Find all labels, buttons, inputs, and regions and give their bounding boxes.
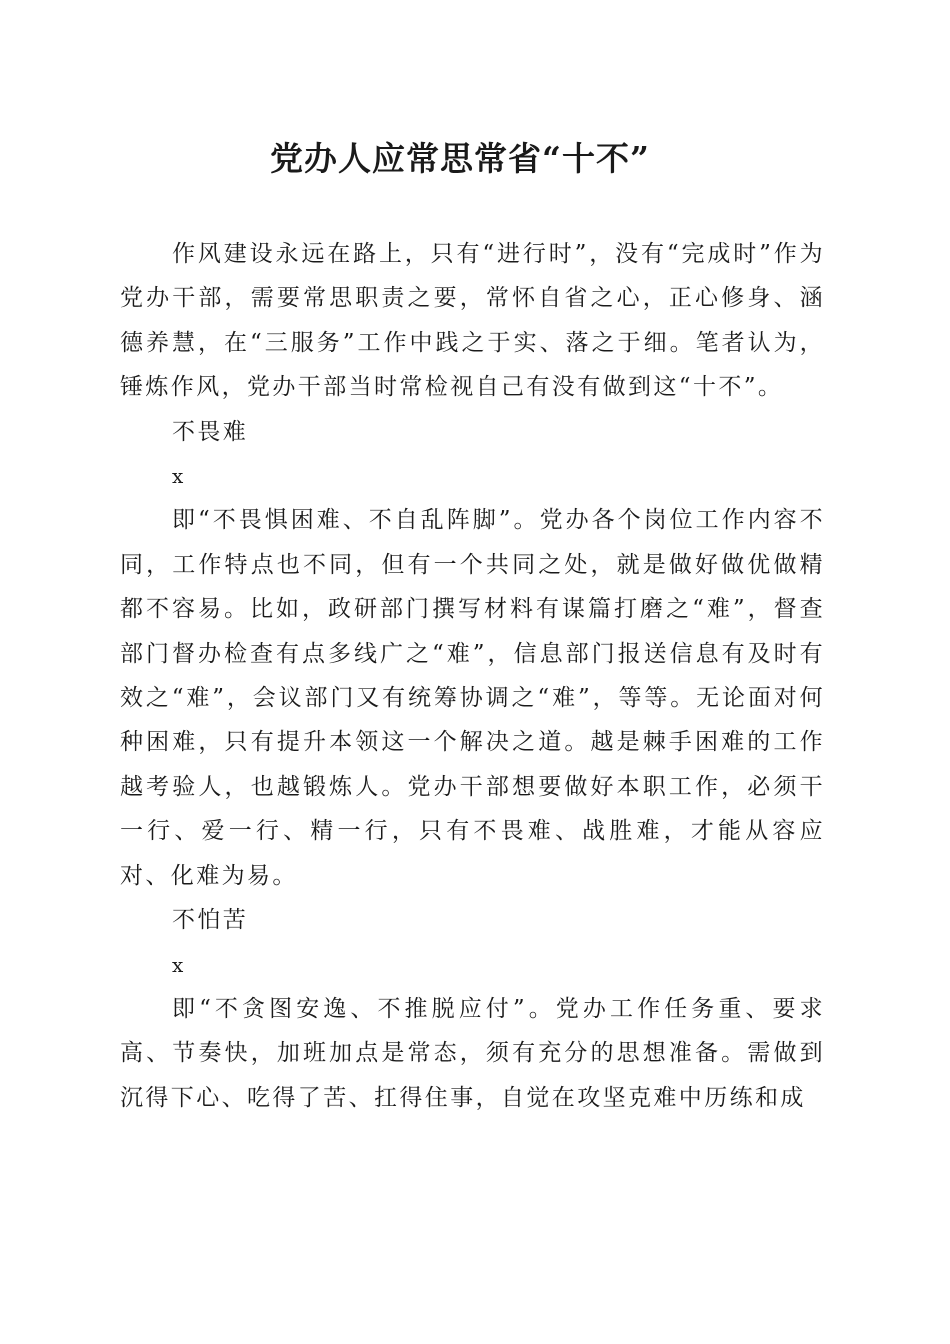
section-paragraph-1: 即“不畏惧困难、不自乱阵脚”。党办各个岗位工作内容不同，工作特点也不同，但有一个共同之处，就是做好做优做精都不容易。比如，政研部门撰写材料有谋篇打磨之“难”，督查部门督办检查有点多线广之“难”，信息部门报送信息有及时有效之“难”，会议部门又有统筹协调之“难”，等等。无论面对何种困难，只有提升本领这一个解决之道。越是棘手困难的工作越考验人，也越锻炼人。党办干部想要做好本职工作，必须干一行、爱一行、精一行，只有不畏难、战胜难，才能从容应对、化难为易。: [120, 507, 825, 889]
section-heading-2: 不怕苦: [172, 907, 249, 934]
document-body: [120, 232, 825, 1120]
section-paragraph-2: 即“不贪图安逸、不推脱应付”。党办工作任务重、要求高、节奏快，加班加点是常态，须有充分的思想准备。需做到沉得下心、吃得了苦、扛得住事，自觉在攻坚克难中历练和成: [120, 995, 825, 1111]
intro-paragraph: 作风建设永远在路上，只有“进行时”，没有“完成时”作为党办干部，需要常思职责之要，常怀自省之心，正心修身、涵德养慧，在“三服务”工作中践之于实、落之于细。笔者认为，锤炼作风，党办干部当时常检视自己有没有做到这“十不”。: [120, 241, 825, 401]
section-marker-2: x: [172, 952, 186, 977]
section-marker-1: x: [172, 464, 186, 489]
document-title: 党办人应常思常省“十不”: [270, 139, 650, 178]
section-heading-1: 不畏难: [172, 418, 249, 445]
